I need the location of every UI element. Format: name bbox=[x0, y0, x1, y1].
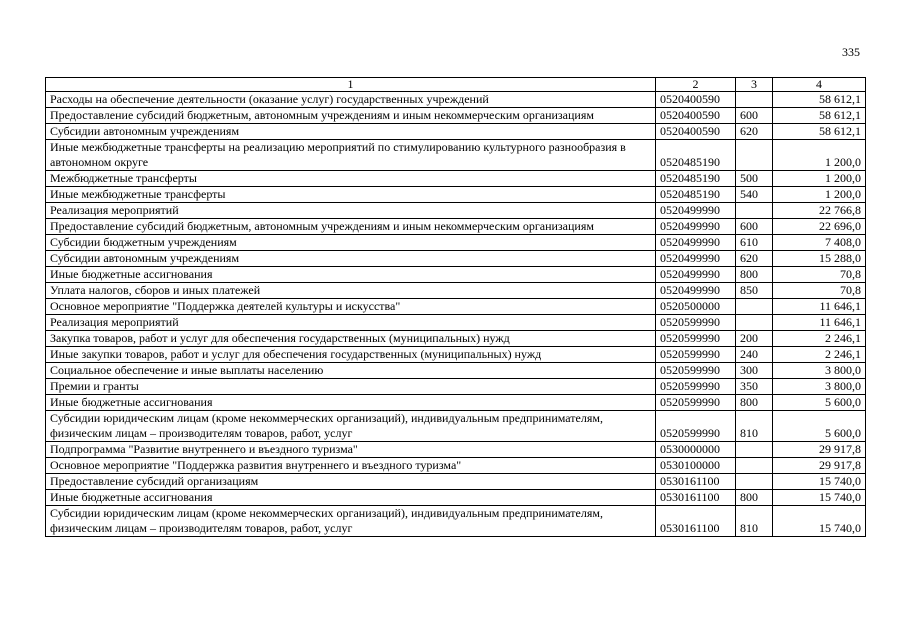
row-code-cell: 0520500000 bbox=[656, 299, 736, 315]
row-name-cell: Субсидии юридическим лицам (кроме некоммерческих организаций), индивидуальным предпринимателям, физическим лицам – производителям товаров, работ, услуг bbox=[46, 506, 656, 537]
row-type-cell: 350 bbox=[736, 379, 773, 395]
row-amount-cell: 1 200,0 bbox=[773, 187, 866, 203]
row-amount-cell: 58 612,1 bbox=[773, 108, 866, 124]
row-type-cell: 600 bbox=[736, 219, 773, 235]
row-name-cell: Предоставление субсидий бюджетным, автономным учреждениям и иным некоммерческим организациям bbox=[46, 108, 656, 124]
row-code-cell: 0520499990 bbox=[656, 267, 736, 283]
row-code-cell: 0520599990 bbox=[656, 379, 736, 395]
row-amount-cell: 15 740,0 bbox=[773, 474, 866, 490]
row-type-cell: 500 bbox=[736, 171, 773, 187]
row-code-cell: 0530000000 bbox=[656, 442, 736, 458]
row-code-cell: 0520485190 bbox=[656, 140, 736, 171]
header-row bbox=[46, 78, 866, 92]
row-amount-cell: 15 740,0 bbox=[773, 506, 866, 537]
row-code-cell: 0520499990 bbox=[656, 235, 736, 251]
row-type-cell bbox=[736, 442, 773, 458]
row-type-cell: 610 bbox=[736, 235, 773, 251]
row-code-cell: 0530100000 bbox=[656, 458, 736, 474]
row-amount-cell: 70,8 bbox=[773, 283, 866, 299]
row-type-cell: 810 bbox=[736, 411, 773, 442]
page-number: 335 bbox=[842, 45, 860, 59]
row-type-cell: 600 bbox=[736, 108, 773, 124]
table-row bbox=[46, 442, 866, 458]
row-type-cell: 800 bbox=[736, 490, 773, 506]
row-amount-cell: 70,8 bbox=[773, 267, 866, 283]
row-code-cell: 0520599990 bbox=[656, 347, 736, 363]
row-name-cell: Социальное обеспечение и иные выплаты населению bbox=[46, 363, 656, 379]
row-type-cell: 240 bbox=[736, 347, 773, 363]
row-name-cell: Субсидии юридическим лицам (кроме некоммерческих организаций), индивидуальным предпринимателям, физическим лицам – производителям товаров, работ, услуг bbox=[46, 411, 656, 442]
row-type-cell: 850 bbox=[736, 283, 773, 299]
row-amount-cell: 1 200,0 bbox=[773, 140, 866, 171]
row-amount-cell: 1 200,0 bbox=[773, 171, 866, 187]
row-type-cell: 200 bbox=[736, 331, 773, 347]
row-name-cell: Закупка товаров, работ и услуг для обеспечения государственных (муниципальных) нужд bbox=[46, 331, 656, 347]
table-row bbox=[46, 267, 866, 283]
table-row bbox=[46, 171, 866, 187]
row-type-cell bbox=[736, 458, 773, 474]
row-name-cell: Иные бюджетные ассигнования bbox=[46, 267, 656, 283]
row-type-cell bbox=[736, 474, 773, 490]
table-body bbox=[46, 92, 866, 537]
row-type-cell bbox=[736, 92, 773, 108]
row-type-cell: 300 bbox=[736, 363, 773, 379]
row-type-cell: 540 bbox=[736, 187, 773, 203]
row-amount-cell: 5 600,0 bbox=[773, 411, 866, 442]
table-row bbox=[46, 92, 866, 108]
row-name-cell: Иные межбюджетные трансферты на реализацию мероприятий по стимулированию культурного разнообразия в автономном округе bbox=[46, 140, 656, 171]
row-name-cell: Иные закупки товаров, работ и услуг для обеспечения государственных (муниципальных) нужд bbox=[46, 347, 656, 363]
row-code-cell: 0530161100 bbox=[656, 506, 736, 537]
row-code-cell: 0520400590 bbox=[656, 124, 736, 140]
row-type-cell: 800 bbox=[736, 267, 773, 283]
table-row bbox=[46, 395, 866, 411]
row-code-cell: 0520400590 bbox=[656, 108, 736, 124]
row-name-cell: Предоставление субсидий организациям bbox=[46, 474, 656, 490]
row-type-cell bbox=[736, 203, 773, 219]
row-name-cell: Субсидии бюджетным учреждениям bbox=[46, 235, 656, 251]
row-amount-cell: 7 408,0 bbox=[773, 235, 866, 251]
header-col-3: 3 bbox=[736, 78, 773, 92]
table-row bbox=[46, 411, 866, 442]
row-amount-cell: 15 740,0 bbox=[773, 490, 866, 506]
row-code-cell: 0520485190 bbox=[656, 187, 736, 203]
row-code-cell: 0520599990 bbox=[656, 395, 736, 411]
budget-table bbox=[45, 77, 866, 537]
row-name-cell: Предоставление субсидий бюджетным, автономным учреждениям и иным некоммерческим организациям bbox=[46, 219, 656, 235]
row-code-cell: 0520599990 bbox=[656, 315, 736, 331]
header-col-1: 1 bbox=[46, 78, 656, 92]
row-amount-cell: 11 646,1 bbox=[773, 299, 866, 315]
row-name-cell: Подпрограмма "Развитие внутреннего и въездного туризма" bbox=[46, 442, 656, 458]
row-amount-cell: 58 612,1 bbox=[773, 124, 866, 140]
row-code-cell: 0520599990 bbox=[656, 363, 736, 379]
row-amount-cell: 3 800,0 bbox=[773, 363, 866, 379]
row-name-cell: Расходы на обеспечение деятельности (оказание услуг) государственных учреждений bbox=[46, 92, 656, 108]
table-row bbox=[46, 140, 866, 171]
row-code-cell: 0520400590 bbox=[656, 92, 736, 108]
table-row bbox=[46, 315, 866, 331]
row-amount-cell: 11 646,1 bbox=[773, 315, 866, 331]
table-row bbox=[46, 235, 866, 251]
header-col-4: 4 bbox=[773, 78, 866, 92]
row-code-cell: 0520485190 bbox=[656, 171, 736, 187]
row-type-cell bbox=[736, 299, 773, 315]
row-code-cell: 0520499990 bbox=[656, 283, 736, 299]
row-code-cell: 0520499990 bbox=[656, 219, 736, 235]
header-col-2: 2 bbox=[656, 78, 736, 92]
row-name-cell: Реализация мероприятий bbox=[46, 315, 656, 331]
table-row bbox=[46, 203, 866, 219]
row-amount-cell: 29 917,8 bbox=[773, 442, 866, 458]
table-row bbox=[46, 124, 866, 140]
table-row bbox=[46, 458, 866, 474]
row-name-cell: Иные бюджетные ассигнования bbox=[46, 490, 656, 506]
row-type-cell bbox=[736, 140, 773, 171]
table-row bbox=[46, 490, 866, 506]
table-row bbox=[46, 187, 866, 203]
row-type-cell: 620 bbox=[736, 251, 773, 267]
table-header bbox=[46, 78, 866, 92]
row-name-cell: Субсидии автономным учреждениям bbox=[46, 124, 656, 140]
row-type-cell: 810 bbox=[736, 506, 773, 537]
row-amount-cell: 22 766,8 bbox=[773, 203, 866, 219]
table-row bbox=[46, 506, 866, 537]
table-row bbox=[46, 331, 866, 347]
row-name-cell: Премии и гранты bbox=[46, 379, 656, 395]
row-amount-cell: 3 800,0 bbox=[773, 379, 866, 395]
table-row bbox=[46, 219, 866, 235]
table-row bbox=[46, 347, 866, 363]
row-name-cell: Основное мероприятие "Поддержка деятелей культуры и искусства" bbox=[46, 299, 656, 315]
row-name-cell: Уплата налогов, сборов и иных платежей bbox=[46, 283, 656, 299]
row-type-cell bbox=[736, 315, 773, 331]
row-code-cell: 0520599990 bbox=[656, 411, 736, 442]
row-name-cell: Межбюджетные трансферты bbox=[46, 171, 656, 187]
row-amount-cell: 2 246,1 bbox=[773, 347, 866, 363]
table-row bbox=[46, 474, 866, 490]
row-name-cell: Основное мероприятие "Поддержка развития внутреннего и въездного туризма" bbox=[46, 458, 656, 474]
row-name-cell: Иные бюджетные ассигнования bbox=[46, 395, 656, 411]
row-name-cell: Иные межбюджетные трансферты bbox=[46, 187, 656, 203]
row-type-cell: 800 bbox=[736, 395, 773, 411]
row-name-cell: Субсидии автономным учреждениям bbox=[46, 251, 656, 267]
table-row bbox=[46, 363, 866, 379]
row-amount-cell: 29 917,8 bbox=[773, 458, 866, 474]
table-row bbox=[46, 108, 866, 124]
table-row bbox=[46, 251, 866, 267]
row-amount-cell: 2 246,1 bbox=[773, 331, 866, 347]
row-code-cell: 0520499990 bbox=[656, 251, 736, 267]
row-code-cell: 0530161100 bbox=[656, 474, 736, 490]
row-name-cell: Реализация мероприятий bbox=[46, 203, 656, 219]
row-code-cell: 0520499990 bbox=[656, 203, 736, 219]
row-amount-cell: 15 288,0 bbox=[773, 251, 866, 267]
table-row bbox=[46, 379, 866, 395]
table-row bbox=[46, 299, 866, 315]
row-amount-cell: 5 600,0 bbox=[773, 395, 866, 411]
row-amount-cell: 22 696,0 bbox=[773, 219, 866, 235]
row-amount-cell: 58 612,1 bbox=[773, 92, 866, 108]
table-row bbox=[46, 283, 866, 299]
row-code-cell: 0520599990 bbox=[656, 331, 736, 347]
row-type-cell: 620 bbox=[736, 124, 773, 140]
row-code-cell: 0530161100 bbox=[656, 490, 736, 506]
